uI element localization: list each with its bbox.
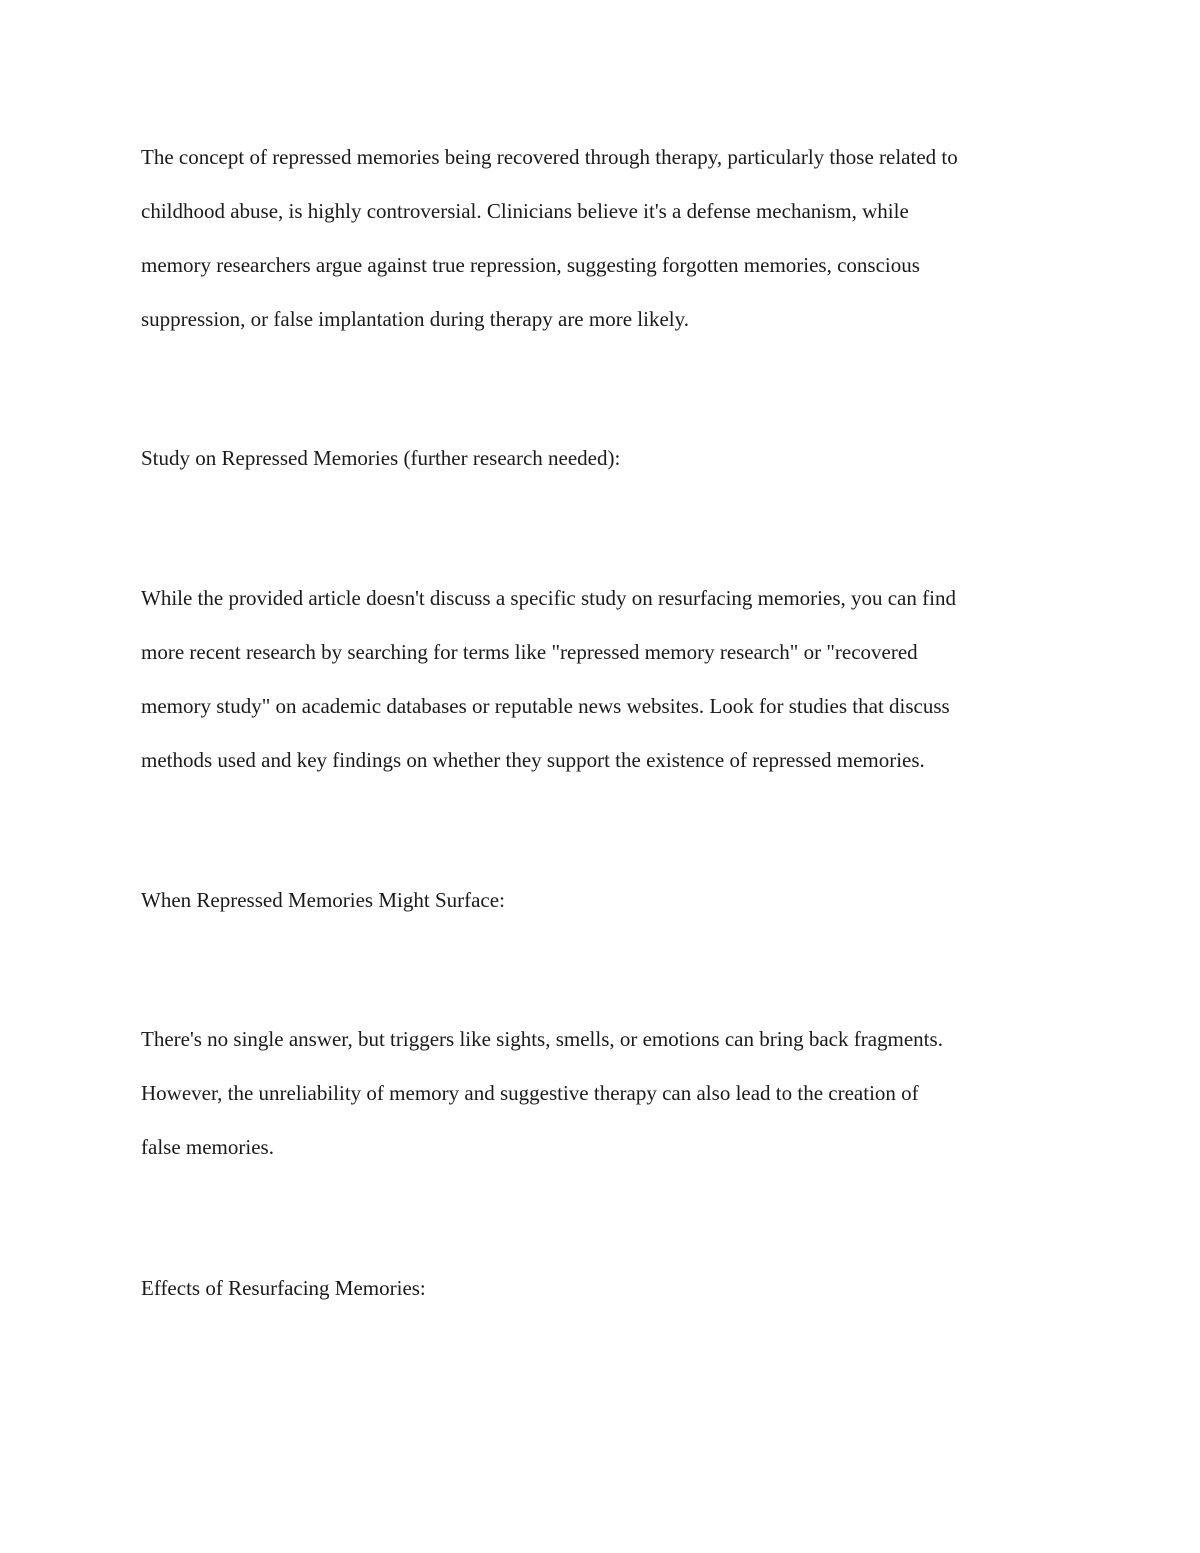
- paragraph-3-line-3: false memories.: [141, 1135, 274, 1159]
- paragraph-2-line-3: memory study" on academic databases or reputable news websites. Look for studies that discuss: [141, 694, 950, 718]
- section-heading-effects: Effects of Resurfacing Memories:: [141, 1276, 426, 1300]
- paragraph-1-line-3: memory researchers argue against true repression, suggesting forgotten memories, conscious: [141, 253, 920, 277]
- paragraph-3-line-2: However, the unreliability of memory and suggestive therapy can also lead to the creation of: [141, 1081, 919, 1105]
- paragraph-2-line-1: While the provided article doesn't discuss a specific study on resurfacing memories, you can find: [141, 586, 956, 610]
- paragraph-2-line-2: more recent research by searching for terms like "repressed memory research" or "recovered: [141, 640, 918, 664]
- section-heading-study: Study on Repressed Memories (further research needed):: [141, 446, 621, 470]
- paragraph-1-line-1: The concept of repressed memories being recovered through therapy, particularly those related to: [141, 145, 958, 169]
- paragraph-2-line-4: methods used and key findings on whether they support the existence of repressed memories.: [141, 748, 925, 772]
- paragraph-1-line-4: suppression, or false implantation during therapy are more likely.: [141, 307, 689, 331]
- section-heading-when: When Repressed Memories Might Surface:: [141, 888, 505, 912]
- paragraph-3-line-1: There's no single answer, but triggers like sights, smells, or emotions can bring back fragments.: [141, 1027, 943, 1051]
- paragraph-1-line-2: childhood abuse, is highly controversial. Clinicians believe it's a defense mechanism, while: [141, 199, 909, 223]
